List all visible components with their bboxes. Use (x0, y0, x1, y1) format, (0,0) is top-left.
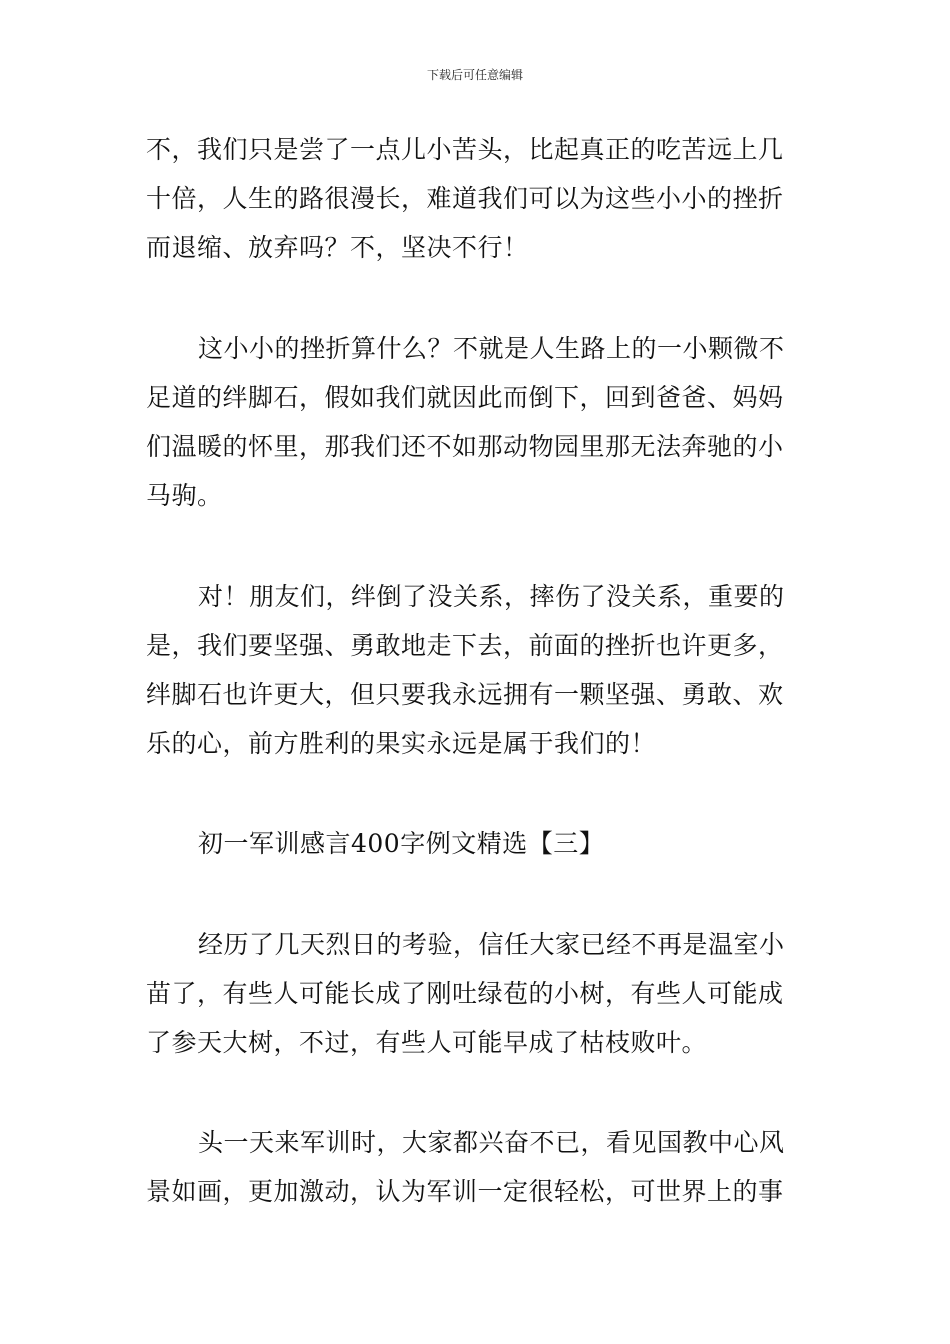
text-line: 对！朋友们，绊倒了没关系，摔伤了没关系，重要的 (198, 582, 785, 611)
text-line: 马驹。 (146, 481, 223, 510)
text-line: 头一天来军训时，大家都兴奋不已，看见国教中心风 (198, 1128, 785, 1157)
text-line: 乐的心，前方胜利的果实永远是属于我们的！ (146, 729, 657, 758)
text-line: 十倍，人生的路很漫长，难道我们可以为这些小小的挫折 (146, 184, 784, 213)
text-line: 是，我们要坚强、勇敢地走下去，前面的挫折也许更多， (146, 631, 784, 660)
section-heading: 初一军训感言400字例文精选【三】 (198, 829, 605, 858)
text-line: 绊脚石也许更大，但只要我永远拥有一颗坚强、勇敢、欢 (146, 680, 784, 709)
text-line: 这小小的挫折算什么？不就是人生路上的一小颗微不 (198, 334, 785, 363)
text-line: 足道的绊脚石，假如我们就因此而倒下，回到爸爸、妈妈 (146, 383, 784, 412)
text-line: 们温暖的怀里，那我们还不如那动物园里那无法奔驰的小 (146, 432, 784, 461)
text-line: 而退缩、放弃吗？不，坚决不行！ (146, 233, 529, 262)
page-header: 下载后可任意编辑 (426, 68, 523, 82)
text-line: 了参天大树，不过，有些人可能早成了枯枝败叶。 (146, 1028, 708, 1057)
text-line: 苗了，有些人可能长成了刚吐绿苞的小树，有些人可能成 (146, 979, 784, 1008)
text-line: 经历了几天烈日的考验，信任大家已经不再是温室小 (198, 930, 785, 959)
text-line: 不，我们只是尝了一点儿小苦头，比起真正的吃苦远上几 (146, 135, 784, 164)
text-line: 景如画，更加激动，认为军训一定很轻松，可世界上的事 (146, 1177, 784, 1206)
